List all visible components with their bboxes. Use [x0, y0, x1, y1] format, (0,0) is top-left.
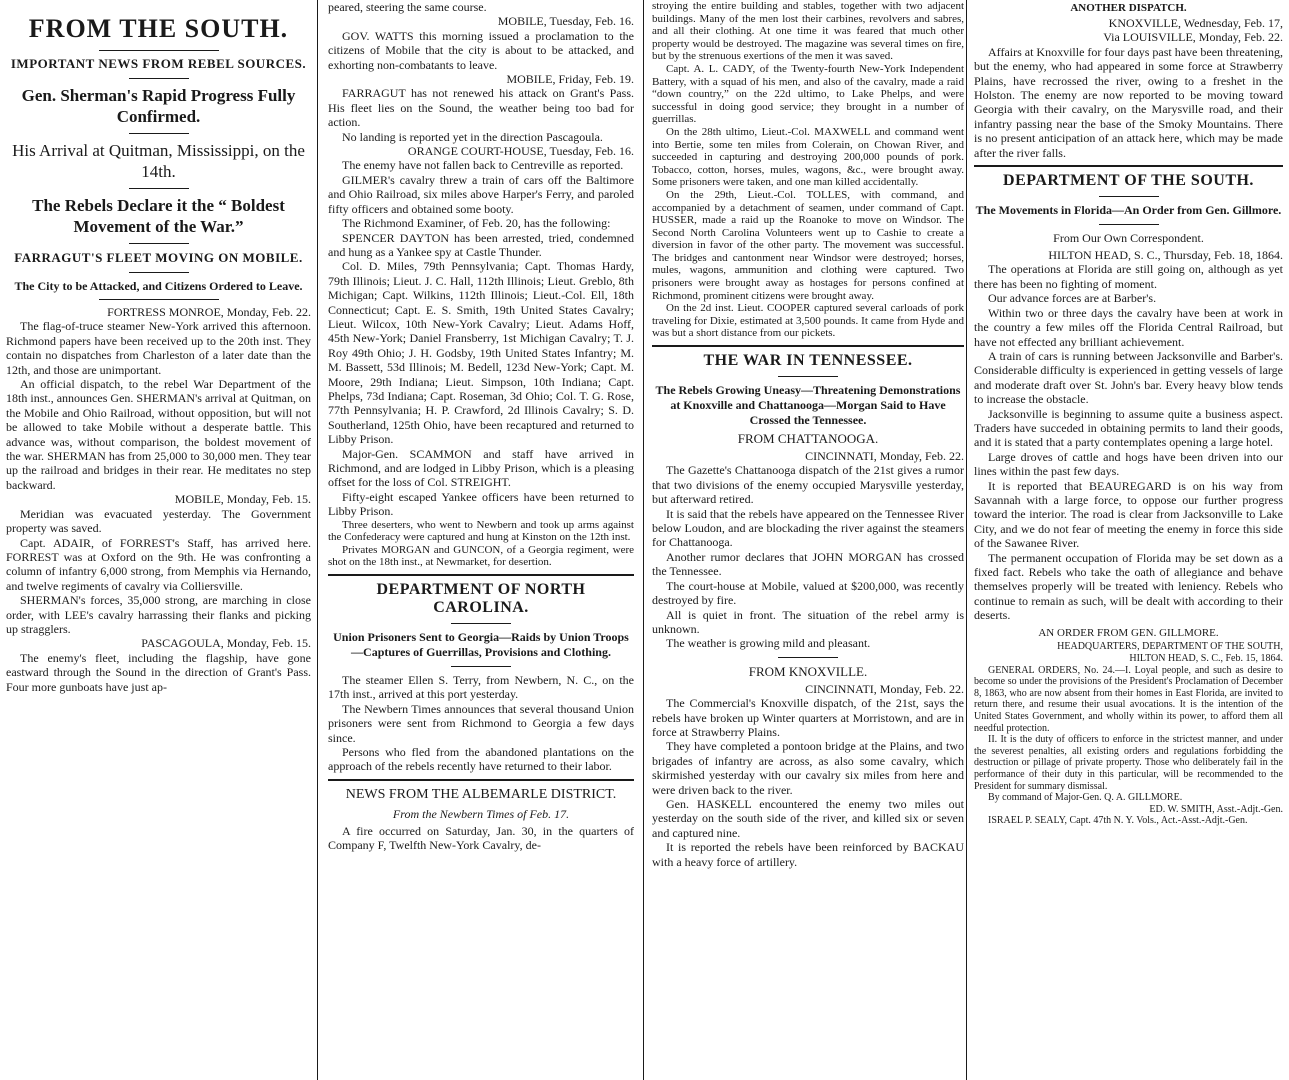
article-paragraph: The Commercial's Knoxville dispatch, of the 21st, says the rebels have broken up Winter quarters at Morristown, and are in force at Strawberry Plains.	[652, 696, 964, 739]
article-paragraph: Capt. A. L. CADY, of the Twenty-fourth New-York Independent Battery, with a squad of his men, and also of the cavalry, made a raid “down country,” on the 22d ultimo, to Lake Phelps, and were successful in doing good service; they brought in a number of guerrillas.	[652, 62, 964, 126]
article-paragraph: The Gazette's Chattanooga dispatch of the 21st gives a rumor that two divisions of the enemy occupied Marysville yesterday, but afterward retired.	[652, 463, 964, 507]
article-paragraph: SPENCER DAYTON has been arrested, tried, condemned and hung as a Yankee spy at Castle Thunder.	[328, 230, 634, 259]
section-deck: The Movements in Florida—An Order from Gen. Gillmore.	[975, 203, 1282, 218]
article-paragraph: It is reported that BEAUREGARD is on his way from Savannah with a large force, to oppose our further progress toward the interior. The road is clear from Jacksonville to Lake City, and we do not fear of meeting the enemy in force this side of the Sawanee River.	[974, 478, 1283, 551]
divider	[129, 243, 189, 244]
article-paragraph: Another rumor declares that JOHN MORGAN has crossed the Tennessee.	[652, 549, 964, 579]
subheadline: AN ORDER FROM GEN. GILLMORE.	[1038, 626, 1219, 639]
divider	[451, 623, 511, 624]
divider	[99, 299, 219, 300]
column-1	[0, 0, 317, 1080]
article-paragraph: FARRAGUT has not renewed his attack on Grant's Pass. His fleet lies on the Sound, the weather being too bad for action.	[328, 86, 634, 130]
article-paragraph: The weather is growing mild and pleasant.	[666, 636, 871, 651]
column-rule	[643, 0, 644, 1080]
section-head	[968, 2, 1289, 14]
signature-line: ISRAEL P. SEALY, Capt. 47th N. Y. Vols., Act.-Asst.-Adjt.-Gen.	[988, 815, 1248, 827]
column-rule	[966, 0, 967, 1080]
dateline: FORTRESS MONROE, Monday, Feb. 22.	[107, 305, 311, 319]
section-headline: DEPARTMENT OF THE SOUTH.	[1003, 172, 1254, 190]
article-paragraph: GOV. WATTS this morning issued a proclamation to the citizens of Mobile that the city is about to be attacked, and exhorting non-combatants to leave.	[328, 28, 634, 72]
dateline: ORANGE COURT-HOUSE, Tuesday, Feb. 16.	[407, 144, 634, 159]
divider	[1099, 224, 1159, 225]
dateline: HILTON HEAD, S. C., Thursday, Feb. 18, 1864.	[1048, 248, 1283, 263]
dateline: MOBILE, Tuesday, Feb. 16.	[497, 14, 634, 29]
article-paragraph: Persons who fled from the abandoned plantations on the approach of the rebels recently have returned to their labor.	[328, 745, 634, 774]
article-paragraph: The flag-of-truce steamer New-York arrived this afternoon. Richmond papers have been received up to the 20th inst. They contain no dispatches from Charleston of a later date than the 12th, and those are unimportant.	[6, 319, 311, 377]
section-head	[968, 172, 1289, 246]
deck-5: FARRAGUT'S FLEET MOVING ON MOBILE.	[14, 250, 303, 265]
column-rule	[317, 0, 318, 1080]
article-paragraph: The Richmond Examiner, of Feb. 20, has the following:	[342, 216, 611, 231]
section-headline: THE WAR IN TENNESSEE.	[703, 352, 913, 370]
divider	[129, 133, 189, 134]
subheadline: ANOTHER DISPATCH.	[1070, 2, 1187, 14]
article-paragraph: Our advance forces are at Barber's.	[988, 291, 1157, 306]
dateline: PASCAGOULA, Monday, Feb. 15.	[141, 636, 311, 651]
signature-line: By command of Major-Gen. Q. A. GILLMORE.	[988, 792, 1183, 804]
article-paragraph: II. It is the duty of officers to enforce in the strictest manner, and under the severest penalties, all existing orders and regulations forbidding the destruction or pillage of private property. Those who deliberately fail in the performance of their duty in this particular, will be recommended to the President for summary dismissal.	[974, 734, 1283, 792]
article-paragraph: Large droves of cattle and hogs have been driven into our lines within the past few days.	[974, 449, 1283, 479]
divider	[328, 779, 634, 781]
section-headline: NEWS FROM THE ALBEMARLE DISTRICT.	[345, 786, 617, 802]
article-paragraph: The permanent occupation of Florida may be set down as a fixed fact. Rebels who take the oath of allegiance and behave themselves properly will be treated with leniency. Rebels who continue to remain as such, will be dealt with according to their deserts.	[974, 550, 1283, 623]
dateline: MOBILE, Monday, Feb. 15.	[174, 492, 311, 507]
dateline: Via LOUISVILLE, Monday, Feb. 22.	[1103, 30, 1283, 45]
section-head	[322, 581, 640, 667]
article-paragraph: On the 2d inst. Lieut. COOPER captured several carloads of pork traveling for Dixie, estimated at 3,500 pounds. It came from Hyde and was but a short distance from our pickets.	[652, 302, 964, 340]
divider	[652, 345, 964, 347]
article-paragraph: All is quiet in front. The situation of the rebel army is unknown.	[652, 607, 964, 636]
article-paragraph: GENERAL ORDERS, No. 24.—I. Loyal people, and such as desire to become so under the provisions of the President's Proclamation of December 8, 1863, who are now absent from their homes in East Florida, are invited to return there, and resume their usual avocations. It is the intention of the United States Government, and wholly within its power, to afford them all needful protection.	[974, 664, 1283, 734]
dateline: CINCINNATI, Monday, Feb. 22.	[805, 449, 964, 464]
dateline: MOBILE, Friday, Feb. 19.	[506, 72, 634, 87]
article-paragraph: The steamer Ellen S. Terry, from Newbern, N. C., on the 17th inst., arrived at this port yesterday.	[328, 673, 634, 702]
divider	[778, 657, 838, 658]
article-paragraph: It is said that the rebels have appeared on the Tennessee River below Loudon, and are blockading the river against the steamers for Chattanooga.	[652, 506, 964, 550]
section-deck: Union Prisoners Sent to Georgia—Raids by Union Troops—Captures of Guerrillas, Provisions and Clothing.	[333, 630, 629, 659]
article-paragraph: No landing is reported yet in the direction Pascagoula.	[342, 129, 603, 144]
deck-6: The City to be Attacked, and Citizens Ordered to Leave.	[14, 279, 303, 293]
section-head	[968, 627, 1289, 639]
masthead	[0, 14, 317, 300]
divider	[129, 78, 189, 79]
article-paragraph: stroying the entire building and stables, together with two adjacent buildings. Many of the men lost their carbines, revolvers and sabres, and all their clothing. At one time it was feared that much other property would be destroyed. The magazine was several times on fire, but by the strenuous exertions of the men it was saved.	[652, 0, 964, 63]
article-paragraph: GILMER's cavalry threw a train of cars off the Baltimore and Ohio Railroad, six miles above Harper's Ferry, and paroled fifty officers and obtained some booty.	[328, 172, 634, 216]
divider	[1099, 196, 1159, 197]
dateline: CINCINNATI, Monday, Feb. 22.	[805, 681, 964, 696]
article-paragraph: Capt. ADAIR, of FORREST's Staff, has arrived here. FORREST was at Oxford on the 9th. He was confronting a column of infantry 6,000 strong, from Memphis via Hernando, and twelve regiments of cavalry via Colliersville.	[6, 535, 311, 593]
article-paragraph: The operations at Florida are still going on, although as yet there has been no fighting of moment.	[974, 262, 1283, 291]
divider	[451, 666, 511, 667]
article-paragraph: Privates MORGAN and GUNCON, of a Georgia regiment, were shot on the 18th inst., at Newmarket, for desertion.	[328, 543, 634, 569]
dateline: HILTON HEAD, S. C., Feb. 15, 1864.	[1129, 652, 1283, 664]
article-paragraph: Jacksonville is beginning to assume quite a business aspect. Traders have succeded in obtaining permits to land their goods, and it is stated that a party contemplates opening a large hotel.	[974, 406, 1283, 450]
section-headline: DEPARTMENT OF NORTH CAROLINA.	[376, 581, 586, 616]
article-paragraph: A train of cars is running between Jacksonville and Barber's. Considerable difficulty is experienced in getting vessels of large and moderate draft over St. John's bar. Every heavy blow tends to increase the obstacle.	[974, 348, 1283, 407]
subheadline: FROM CHATTANOOGA.	[737, 431, 879, 447]
divider	[129, 272, 189, 273]
article-paragraph: They have completed a pontoon bridge at the Plains, and two brigades of infantry are across, as also some cavalry, which skirmished yesterday with our cavalry six miles from here and were driven back to the river.	[652, 739, 964, 797]
section-head	[322, 786, 640, 822]
article-paragraph: An official dispatch, to the rebel War Department of the 18th inst., announces Gen. SHERMAN's arrival at Quitman, on the Mobile and Ohio Railroad, without opposition, but will not be allowed to take Mobile without a desperate battle. This advance was, without comparison, the boldest movement of the war. SHERMAN has from 25,000 to 30,000 men. They tear up the railroad and bridges in their rear. He meditates no step backward.	[6, 377, 311, 492]
article-paragraph: SHERMAN's forces, 35,000 strong, are marching in close order, with LEE's cavalry harrassing their flanks and picking up stragglers.	[6, 593, 311, 636]
divider	[99, 50, 219, 51]
dateline: KNOXVILLE, Wednesday, Feb. 17,	[1108, 16, 1283, 30]
article-paragraph: Fifty-eight escaped Yankee officers have been returned to Libby Prison.	[328, 489, 634, 519]
article-paragraph: Three deserters, who went to Newbern and took up arms against the Confederacy were captured and hung at Kinston on the 12th inst.	[328, 518, 634, 544]
article-paragraph: On the 29th, Lieut.-Col. TOLLES, with command, and accompanied by a detachment of seamen, under command of Capt. HUSSER, made a raid up the Roanoke to move on Windsor. The Second North Carolina Volunteers went up to Cashie to create a diversion in favor of the other party. The movement was successful. The bridges and cantonment near Windsor were destroyed; horses, mules, wagons, ammunition and clothing were captured. Two prisoners were brought away as hostages for persons confined at Richmond, prominent citizens were brought away.	[652, 188, 964, 302]
divider	[778, 376, 838, 377]
article-paragraph: It is reported the rebels have been reinforced by BACKAU with a heavy force of artillery.	[652, 840, 964, 869]
article-paragraph: peared, steering the same course.	[328, 0, 487, 14]
article-paragraph: Col. D. Miles, 79th Pennsylvania; Capt. Thomas Hardy, 79th Illinois; Lieut. J. C. Hall, 112th Illinois; Lieut. Greblo, 8th Michigan; Capt. Wilkins, 112th Illinois; Lieut.-Col. Ell, 18th Connecticut; Capt. E. S. Smith, 19th United States Cavalry; Lieut. Wilcox, 10th New-York Cavalry; Lieut. Adams Hoff, 45th New-York; Daniel Fransberry, 1st Michigan Cavalry; T. J. Roy 49th Ohio; J. H. Godsby, 19th United States Infantry; M. M. Bassett, 53d Illinois; M. Bedell, 123d New-York; Capt. M. Moore, 29th Indiana; Lieut. Simpson, 10th Indiana; Capt. Phelps, 73d Indiana; Capt. Roseman, 3d Ohio; Col. T. G. Rose, 77th Pennsylvania; H. P. Crawford, 2d Illinois Cavalry; S. D. Southerland, 125th Ohio, have been recaptured and returned to Libby Prison.	[328, 259, 634, 447]
article-paragraph: The Newbern Times announces that several thousand Union prisoners were sent from Richmond to Georgia a few days since.	[328, 701, 634, 745]
section-deck: From the Newbern Times of Feb. 17.	[392, 806, 570, 821]
column-3	[646, 0, 970, 1080]
signature-line: ED. W. SMITH, Asst.-Adjt.-Gen.	[1149, 803, 1283, 815]
article-paragraph: The court-house at Mobile, valued at $200,000, was recently destroyed by fire.	[652, 578, 964, 608]
deck-3: His Arrival at Quitman, Mississippi, on the 14th.	[12, 141, 305, 181]
article-paragraph: Meridian was evacuated yesterday. The Government property was saved.	[6, 506, 311, 536]
article-paragraph: The enemy's fleet, including the flagship, have gone eastward through the Sound in the direction of Grant's Pass. Four more gunboats have just ap-	[6, 650, 311, 694]
subheadline: FROM KNOXVILLE.	[748, 663, 868, 679]
column-4	[968, 0, 1289, 1080]
section-head	[646, 352, 970, 447]
divider	[974, 165, 1283, 167]
column-2	[322, 0, 640, 1080]
deck-1: IMPORTANT NEWS FROM REBEL SOURCES.	[10, 56, 307, 71]
article-paragraph: Within two or three days the cavalry have been at work in the country a few miles off the Florida Central Railroad, but have not effected any brilliant achievement.	[974, 305, 1283, 349]
section-head	[646, 664, 970, 680]
article-paragraph: Major-Gen. SCAMMON and staff have arrived in Richmond, and are lodged in Libby Prison, which is a pleasing offset for the loss of Col. STREIGHT.	[328, 446, 634, 490]
article-paragraph: The enemy have not fallen back to Centreville as reported.	[342, 158, 624, 173]
divider	[328, 574, 634, 576]
divider	[129, 188, 189, 189]
subheadline: From Our Own Correspondent.	[1053, 231, 1204, 246]
article-paragraph: A fire occurred on Saturday, Jan. 30, in the quarters of Company F, Twelfth New-York Cavalry, de-	[328, 823, 634, 853]
main-headline: FROM THE SOUTH.	[28, 14, 289, 43]
article-paragraph: On the 28th ultimo, Lieut.-Col. MAXWELL and command went into Bertie, some ten miles from Colerain, on Chowan River, and succeeded in capturing and destroying 200,000 pounds of pork. Tobacco, cotton, horses, mules, wagons, &c., were brought away. Some prisoners were taken, and one man killed accidentally.	[652, 125, 964, 189]
deck-4: The Rebels Declare it the “ Boldest Movement of the War.”	[32, 196, 285, 236]
dateline: HEADQUARTERS, DEPARTMENT OF THE SOUTH,	[1057, 640, 1283, 652]
deck-2: Gen. Sherman's Rapid Progress Fully Confirmed.	[21, 86, 296, 126]
article-paragraph: Gen. HASKELL encountered the enemy two miles out yesterday on the south side of the river, and killed six or seven and captured nine.	[652, 796, 964, 840]
section-deck: The Rebels Growing Uneasy—Threatening Demonstrations at Knoxville and Chattanooga—Morgan Said to Have Crossed the Tennessee.	[655, 383, 961, 428]
article-paragraph: Affairs at Knoxville for four days past have been threatening, but the enemy, who had appeared in some force at Strawberry Plains, have recrossed the river, owing to a freshet in the Holston. The enemy are now reported to be moving toward Georgia with their cavalry, on the Marysville road, and their infantry passing near the base of the Smoky Mountains. There is no present anticipation of an attack here, which may be made after the river falls.	[974, 44, 1284, 160]
